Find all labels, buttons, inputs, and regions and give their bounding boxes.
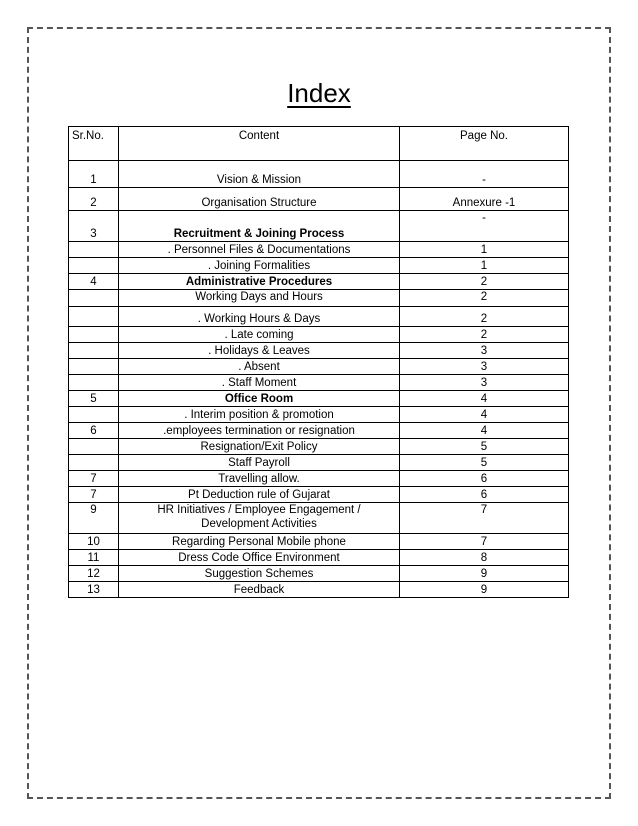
row-content: Feedback <box>119 582 400 598</box>
table-row <box>69 391 569 407</box>
row-page: 2 <box>400 290 569 307</box>
table-row <box>69 161 569 188</box>
header-content: Content <box>119 127 400 161</box>
row-content: . Interim position & promotion <box>119 407 400 423</box>
row-page: 3 <box>400 375 569 391</box>
row-sr <box>69 439 119 455</box>
row-sr <box>69 258 119 274</box>
row-page: 6 <box>400 471 569 487</box>
table-row <box>69 471 569 487</box>
row-sr <box>69 359 119 375</box>
row-sr: 6 <box>69 423 119 439</box>
row-content: Dress Code Office Environment <box>119 550 400 566</box>
table-row <box>69 407 569 423</box>
row-sr <box>69 375 119 391</box>
row-content: . Absent <box>119 359 400 375</box>
table-header-row <box>69 127 569 161</box>
row-page: Annexure -1 <box>400 188 569 211</box>
row-page: 4 <box>400 391 569 407</box>
row-content: Organisation Structure <box>119 188 400 211</box>
table-row <box>69 327 569 343</box>
row-page: 4 <box>400 423 569 439</box>
row-content-line-1: HR Initiatives / Employee Engagement / <box>157 504 361 516</box>
table-row <box>69 211 569 242</box>
row-content: . Joining Formalities <box>119 258 400 274</box>
page-title: Index <box>287 78 351 108</box>
row-sr <box>69 455 119 471</box>
row-page: 2 <box>400 307 569 327</box>
table-row <box>69 375 569 391</box>
table-row <box>69 566 569 582</box>
row-content: Travelling allow. <box>119 471 400 487</box>
row-content: . Staff Moment <box>119 375 400 391</box>
row-content: Working Days and Hours <box>119 290 400 307</box>
row-page: 5 <box>400 455 569 471</box>
row-sr: 11 <box>69 550 119 566</box>
row-content-line-2: Development Activities <box>201 518 317 530</box>
row-page: - <box>400 211 569 242</box>
row-page: 2 <box>400 327 569 343</box>
row-page: 9 <box>400 566 569 582</box>
row-page: 8 <box>400 550 569 566</box>
row-page: 4 <box>400 407 569 423</box>
table-row <box>69 582 569 598</box>
row-content: Office Room <box>119 391 400 407</box>
row-sr: 9 <box>69 503 119 534</box>
row-sr: 4 <box>69 274 119 290</box>
row-sr: 13 <box>69 582 119 598</box>
row-page: 3 <box>400 343 569 359</box>
row-content: Recruitment & Joining Process <box>119 211 400 242</box>
row-sr: 10 <box>69 534 119 550</box>
table-row <box>69 242 569 258</box>
row-page: 9 <box>400 582 569 598</box>
table-row <box>69 290 569 307</box>
row-sr <box>69 407 119 423</box>
row-sr: 3 <box>69 211 119 242</box>
row-content: Suggestion Schemes <box>119 566 400 582</box>
row-content: Vision & Mission <box>119 161 400 188</box>
index-table <box>68 126 569 598</box>
row-content: .employees termination or resignation <box>119 423 400 439</box>
table-row <box>69 534 569 550</box>
row-page: 1 <box>400 242 569 258</box>
row-page: 5 <box>400 439 569 455</box>
table-row <box>69 307 569 327</box>
header-page-no: Page No. <box>400 127 569 161</box>
row-sr: 7 <box>69 471 119 487</box>
table-row <box>69 503 569 534</box>
row-page: 3 <box>400 359 569 375</box>
table-row <box>69 188 569 211</box>
row-content: Pt Deduction rule of Gujarat <box>119 487 400 503</box>
row-page: 2 <box>400 274 569 290</box>
row-sr: 7 <box>69 487 119 503</box>
table-row <box>69 423 569 439</box>
row-sr <box>69 343 119 359</box>
table-row <box>69 455 569 471</box>
row-sr: 2 <box>69 188 119 211</box>
table-row <box>69 343 569 359</box>
row-page: 6 <box>400 487 569 503</box>
table-row <box>69 550 569 566</box>
row-sr <box>69 242 119 258</box>
row-content: . Late coming <box>119 327 400 343</box>
row-content: . Personnel Files & Documentations <box>119 242 400 258</box>
row-sr <box>69 290 119 307</box>
table-row <box>69 274 569 290</box>
header-sr-no: Sr.No. <box>69 127 119 161</box>
row-sr: 5 <box>69 391 119 407</box>
row-sr <box>69 327 119 343</box>
row-content: . Holidays & Leaves <box>119 343 400 359</box>
row-content: Resignation/Exit Policy <box>119 439 400 455</box>
row-page: 7 <box>400 534 569 550</box>
row-page: - <box>400 161 569 188</box>
table-row <box>69 258 569 274</box>
row-content: Administrative Procedures <box>119 274 400 290</box>
row-content: Regarding Personal Mobile phone <box>119 534 400 550</box>
table-row <box>69 487 569 503</box>
row-sr: 12 <box>69 566 119 582</box>
row-content <box>119 503 400 534</box>
row-page: 1 <box>400 258 569 274</box>
table-row <box>69 439 569 455</box>
row-content: Staff Payroll <box>119 455 400 471</box>
row-sr: 1 <box>69 161 119 188</box>
row-content: . Working Hours & Days <box>119 307 400 327</box>
row-page: 7 <box>400 503 569 534</box>
table-row <box>69 359 569 375</box>
row-sr <box>69 307 119 327</box>
